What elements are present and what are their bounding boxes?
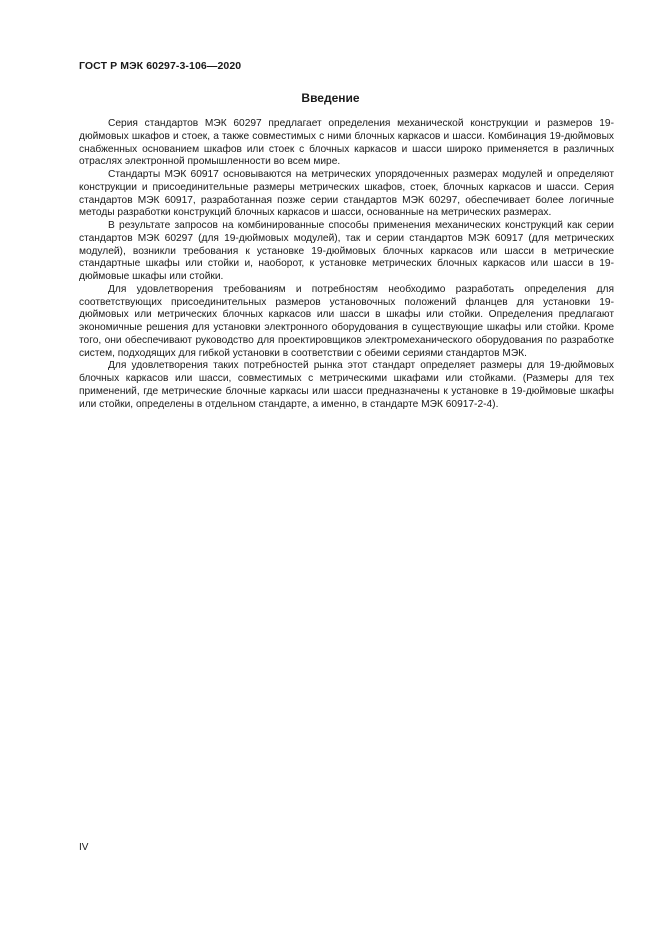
paragraph: Стандарты МЭК 60917 основываются на метрических упорядоченных размерах модулей и определяют конструкции и присоединительные размеры метрических шкафов, стоек, блочных каркасов и шасси. Серия стандартов МЭК 60917, разработанная позже серии стандартов МЭК 60297, обеспечивает более логичные методы разработки конструкций блочных каркасов и шасси, основанные на метрических размерах. <box>79 169 614 219</box>
body-text <box>79 118 614 411</box>
paragraph: Для удовлетворения таких потребностей рынка этот стандарт определяет размеры для 19-дюймовых блочных каркасов или шасси, совместимых с метрическими шкафами или стойками. (Размеры для тех применений, где метрические блочные каркасы или шасси предназначены к установке в 19-дюймовые шкафы или стойки, определены в отдельном стандарте, а именно, в стандарте МЭК 60917-2-4). <box>79 360 614 410</box>
page-number: IV <box>79 842 89 853</box>
paragraph: Серия стандартов МЭК 60297 предлагает определения механической конструкции и размеров 19-дюймовых шкафов и стоек, а также совместимых с ними блочных каркасов и шасси. Комбинация 19-дюймовых снабженных основанием шкафов или стоек с блочных каркасов и шасси широко применяется в различных отраслях электронной промышленности во всем мире. <box>79 118 614 168</box>
paragraph: Для удовлетворения требованиям и потребностям необходимо разработать определения для соответствующих присоединительных размеров установочных положений фланцев для установки 19-дюймовых или метрических блочных каркасов или шасси в шкафы или стойки. Определения предлагают экономичные решения для установки электронного оборудования в существующие шкафы или стойки. Кроме того, они обеспечивают руководство для проектировщиков электромеханического оборудования по разработке систем, подходящих для гибкой установки в соответствии с обеими сериями стандартов МЭК. <box>79 283 614 359</box>
document-code: ГОСТ Р МЭК 60297-3-106—2020 <box>79 60 242 72</box>
paragraph: В результате запросов на комбинированные способы применения механических конструкций как серии стандартов МЭК 60297 (для 19-дюймовых модулей), так и серии стандартов МЭК 60917 (для метрических модулей), возникли требования к установке 19-дюймовых блочных каркасов или шасси в метрические стандартные шкафы или стойки и, наоборот, к установке метрических блочных каркасов или шасси в 19-дюймовые шкафы или стойки. <box>79 220 614 282</box>
section-title: Введение <box>301 91 360 105</box>
